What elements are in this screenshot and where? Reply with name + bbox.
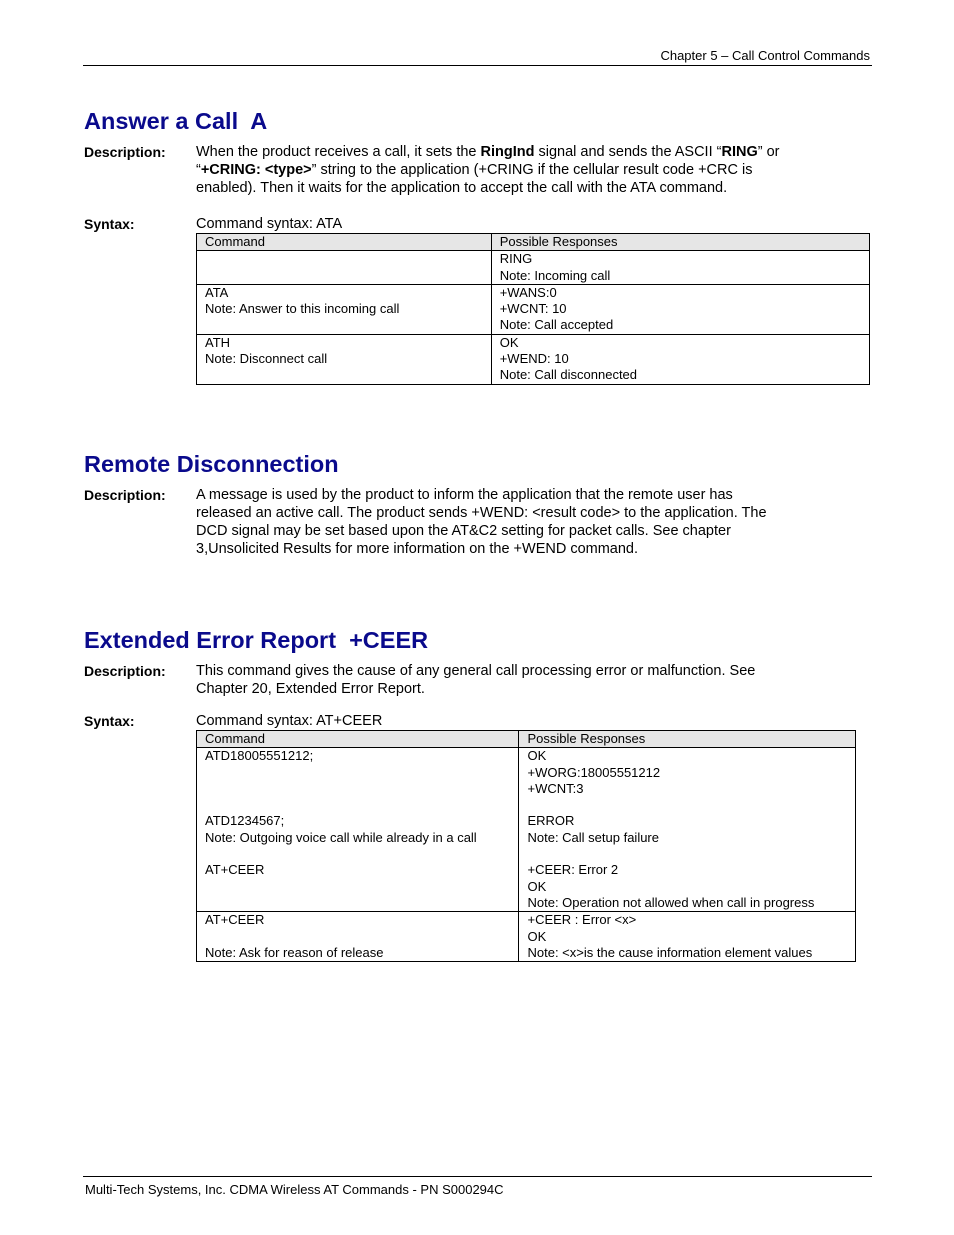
response-cell: +CEER : Error <x> OK Note: <x>is the cause information element values [519, 912, 856, 962]
section-title-extended-error-report: Extended Error Report +CEER [84, 627, 429, 653]
command-cell: ATA Note: Answer to this incoming call [197, 284, 492, 334]
column-header-command: Command [197, 731, 519, 748]
table-header-row [197, 731, 856, 748]
syntax-text: Command syntax: AT+CEER [196, 713, 383, 729]
table-row [197, 912, 856, 962]
page-footer [83, 1176, 872, 1197]
ceer-description: This command gives the cause of any general call processing error or malfunction. See Chapter 20, Extended Error Report. [196, 663, 756, 697]
syntax-text: Command syntax: ATA [196, 216, 343, 232]
remote-disconnection-description: A message is used by the product to inform the application that the remote user has released an active call. The product sends +WEND: <result code> to the application. The DCD signal may be set based upon the AT&C2 setting for packet calls. See chapter 3,Unsolicited Results for more information on the +WEND command. [196, 487, 767, 557]
response-cell: OK +WORG:18005551212 +WCNT:3 ERROR Note: Call setup failure +CEER: Error 2 OK Note: Operation not allowed when call in progress [519, 748, 856, 912]
page-header [83, 47, 872, 66]
description-label: Description: [84, 487, 166, 503]
section-title-remote-disconnection: Remote Disconnection [84, 451, 339, 477]
response-cell: +WANS:0 +WCNT: 10 Note: Call accepted [491, 284, 869, 334]
ceer-table [196, 730, 856, 962]
table-row [197, 284, 870, 334]
answer-call-description: When the product receives a call, it sets the RingInd signal and sends the ASCII “RING” or “+CRING: <type>” string to the application (+CRING if the cellular result code +CRC is enabled). Then it waits for the application to accept the call with the ATA command. [196, 144, 780, 196]
description-label: Description: [84, 663, 166, 679]
column-header-command: Command [197, 234, 492, 251]
command-cell: AT+CEER Note: Ask for reason of release [197, 912, 519, 962]
table-row [197, 251, 870, 285]
description-label: Description: [84, 144, 166, 160]
response-cell: OK +WEND: 10 Note: Call disconnected [491, 334, 869, 384]
answer-call-table [196, 233, 870, 385]
syntax-label: Syntax: [84, 713, 135, 729]
command-cell: ATH Note: Disconnect call [197, 334, 492, 384]
footer-text: Multi-Tech Systems, Inc. CDMA Wireless AT Commands - PN S000294C [85, 1182, 504, 1197]
column-header-responses: Possible Responses [491, 234, 869, 251]
table-row [197, 334, 870, 384]
table-row [197, 748, 856, 912]
table-header-row [197, 234, 870, 251]
command-cell [197, 251, 492, 285]
response-cell: RING Note: Incoming call [491, 251, 869, 285]
chapter-title: Chapter 5 – Call Control Commands [660, 48, 870, 63]
syntax-label: Syntax: [84, 216, 135, 232]
command-cell: ATD18005551212; ATD1234567; Note: Outgoing voice call while already in a call AT+CEER [197, 748, 519, 912]
column-header-responses: Possible Responses [519, 731, 856, 748]
section-title-answer-call: Answer a Call A [84, 108, 268, 134]
